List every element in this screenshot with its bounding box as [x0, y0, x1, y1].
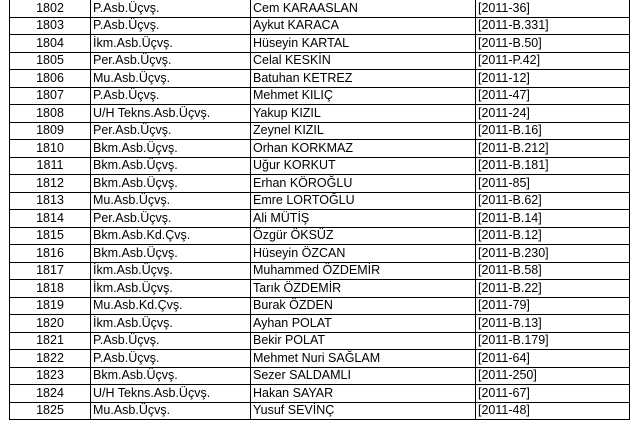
table-row — [10, 227, 630, 245]
table-row — [10, 280, 630, 298]
table-row — [10, 192, 630, 210]
reference-cell: [2011-B.13] — [476, 315, 630, 333]
row-number-cell: 1803 — [10, 17, 91, 35]
name-cell: Özgür ÖKSÜZ — [251, 227, 476, 245]
row-number-cell: 1818 — [10, 280, 91, 298]
row-number-cell: 1807 — [10, 87, 91, 105]
table-row — [10, 70, 630, 88]
row-number-cell: 1817 — [10, 262, 91, 280]
reference-cell: [2011-47] — [476, 87, 630, 105]
reference-cell: [2011-B.12] — [476, 227, 630, 245]
reference-cell: [2011-B.331] — [476, 17, 630, 35]
reference-cell: [2011-P.42] — [476, 52, 630, 70]
table-row — [10, 87, 630, 105]
rank-cell: Mu.Asb.Üçvş. — [91, 192, 251, 210]
rank-cell: Bkm.Asb.Üçvş. — [91, 367, 251, 385]
row-number-cell: 1806 — [10, 70, 91, 88]
rank-cell: U/H Tekns.Asb.Üçvş. — [91, 105, 251, 123]
rank-cell: U/H Tekns.Asb.Üçvş. — [91, 385, 251, 403]
row-number-cell: 1811 — [10, 157, 91, 175]
name-cell: Yusuf SEVİNÇ — [251, 402, 476, 420]
name-cell: Tarık ÖZDEMİR — [251, 280, 476, 298]
name-cell: Hüseyin ÖZCAN — [251, 245, 476, 263]
name-cell: Aykut KARACA — [251, 17, 476, 35]
personnel-table — [9, 0, 630, 420]
row-number-cell: 1805 — [10, 52, 91, 70]
rank-cell: Per.Asb.Üçvş. — [91, 52, 251, 70]
rank-cell: Mu.Asb.Kd.Çvş. — [91, 297, 251, 315]
table-row — [10, 245, 630, 263]
name-cell: Bekir POLAT — [251, 332, 476, 350]
table-row — [10, 140, 630, 158]
name-cell: Mehmet KILIÇ — [251, 87, 476, 105]
row-number-cell: 1821 — [10, 332, 91, 350]
rank-cell: Bkm.Asb.Üçvş. — [91, 245, 251, 263]
name-cell: Cem KARAASLAN — [251, 0, 476, 17]
name-cell: Uğur KORKUT — [251, 157, 476, 175]
rank-cell: P.Asb.Üçvş. — [91, 350, 251, 368]
rank-cell: Mu.Asb.Üçvş. — [91, 70, 251, 88]
table-row — [10, 0, 630, 17]
name-cell: Emre LORTOĞLU — [251, 192, 476, 210]
reference-cell: [2011-B.212] — [476, 140, 630, 158]
table-row — [10, 52, 630, 70]
row-number-cell: 1822 — [10, 350, 91, 368]
name-cell: Hüseyin KARTAL — [251, 35, 476, 53]
table-row — [10, 367, 630, 385]
table-row — [10, 297, 630, 315]
rank-cell: İkm.Asb.Üçvş. — [91, 280, 251, 298]
personnel-table-body — [10, 0, 630, 420]
table-row — [10, 122, 630, 140]
reference-cell: [2011-B.14] — [476, 210, 630, 228]
row-number-cell: 1819 — [10, 297, 91, 315]
name-cell: Hakan SAYAR — [251, 385, 476, 403]
rank-cell: Bkm.Asb.Üçvş. — [91, 157, 251, 175]
rank-cell: Per.Asb.Üçvş. — [91, 210, 251, 228]
rank-cell: P.Asb.Üçvş. — [91, 87, 251, 105]
rank-cell: Bkm.Asb.Kd.Çvş. — [91, 227, 251, 245]
rank-cell: P.Asb.Üçvş. — [91, 0, 251, 17]
table-row — [10, 105, 630, 123]
name-cell: Ali MÜTİŞ — [251, 210, 476, 228]
reference-cell: [2011-B.22] — [476, 280, 630, 298]
reference-cell: [2011-85] — [476, 175, 630, 193]
reference-cell: [2011-B.16] — [476, 122, 630, 140]
reference-cell: [2011-B.230] — [476, 245, 630, 263]
table-row — [10, 385, 630, 403]
row-number-cell: 1825 — [10, 402, 91, 420]
name-cell: Celal KESKİN — [251, 52, 476, 70]
row-number-cell: 1810 — [10, 140, 91, 158]
row-number-cell: 1820 — [10, 315, 91, 333]
reference-cell: [2011-B.62] — [476, 192, 630, 210]
table-row — [10, 262, 630, 280]
name-cell: Batuhan KETREZ — [251, 70, 476, 88]
row-number-cell: 1813 — [10, 192, 91, 210]
rank-cell: İkm.Asb.Üçvş. — [91, 315, 251, 333]
reference-cell: [2011-36] — [476, 0, 630, 17]
rank-cell: Per.Asb.Üçvş. — [91, 122, 251, 140]
rank-cell: İkm.Asb.Üçvş. — [91, 35, 251, 53]
rank-cell: P.Asb.Üçvş. — [91, 17, 251, 35]
table-row — [10, 17, 630, 35]
table-row — [10, 175, 630, 193]
name-cell: Burak ÖZDEN — [251, 297, 476, 315]
reference-cell: [2011-B.179] — [476, 332, 630, 350]
name-cell: Erhan KÖROĞLU — [251, 175, 476, 193]
reference-cell: [2011-B.50] — [476, 35, 630, 53]
table-row — [10, 210, 630, 228]
reference-cell: [2011-B.181] — [476, 157, 630, 175]
row-number-cell: 1815 — [10, 227, 91, 245]
rank-cell: İkm.Asb.Üçvş. — [91, 262, 251, 280]
name-cell: Mehmet Nuri SAĞLAM — [251, 350, 476, 368]
reference-cell: [2011-79] — [476, 297, 630, 315]
row-number-cell: 1809 — [10, 122, 91, 140]
rank-cell: Mu.Asb.Üçvş. — [91, 402, 251, 420]
table-row — [10, 350, 630, 368]
row-number-cell: 1802 — [10, 0, 91, 17]
table-row — [10, 402, 630, 420]
reference-cell: [2011-48] — [476, 402, 630, 420]
row-number-cell: 1808 — [10, 105, 91, 123]
rank-cell: P.Asb.Üçvş. — [91, 332, 251, 350]
row-number-cell: 1823 — [10, 367, 91, 385]
name-cell: Zeynel KIZIL — [251, 122, 476, 140]
table-row — [10, 315, 630, 333]
name-cell: Yakup KIZIL — [251, 105, 476, 123]
reference-cell: [2011-12] — [476, 70, 630, 88]
reference-cell: [2011-67] — [476, 385, 630, 403]
name-cell: Muhammed ÖZDEMİR — [251, 262, 476, 280]
rank-cell: Bkm.Asb.Üçvş. — [91, 140, 251, 158]
row-number-cell: 1812 — [10, 175, 91, 193]
name-cell: Ayhan POLAT — [251, 315, 476, 333]
row-number-cell: 1804 — [10, 35, 91, 53]
reference-cell: [2011-24] — [476, 105, 630, 123]
reference-cell: [2011-B.58] — [476, 262, 630, 280]
reference-cell: [2011-64] — [476, 350, 630, 368]
name-cell: Orhan KORKMAZ — [251, 140, 476, 158]
row-number-cell: 1824 — [10, 385, 91, 403]
row-number-cell: 1816 — [10, 245, 91, 263]
table-row — [10, 157, 630, 175]
reference-cell: [2011-250] — [476, 367, 630, 385]
rank-cell: Bkm.Asb.Üçvş. — [91, 175, 251, 193]
name-cell: Sezer SALDAMLI — [251, 367, 476, 385]
table-row — [10, 35, 630, 53]
row-number-cell: 1814 — [10, 210, 91, 228]
table-row — [10, 332, 630, 350]
